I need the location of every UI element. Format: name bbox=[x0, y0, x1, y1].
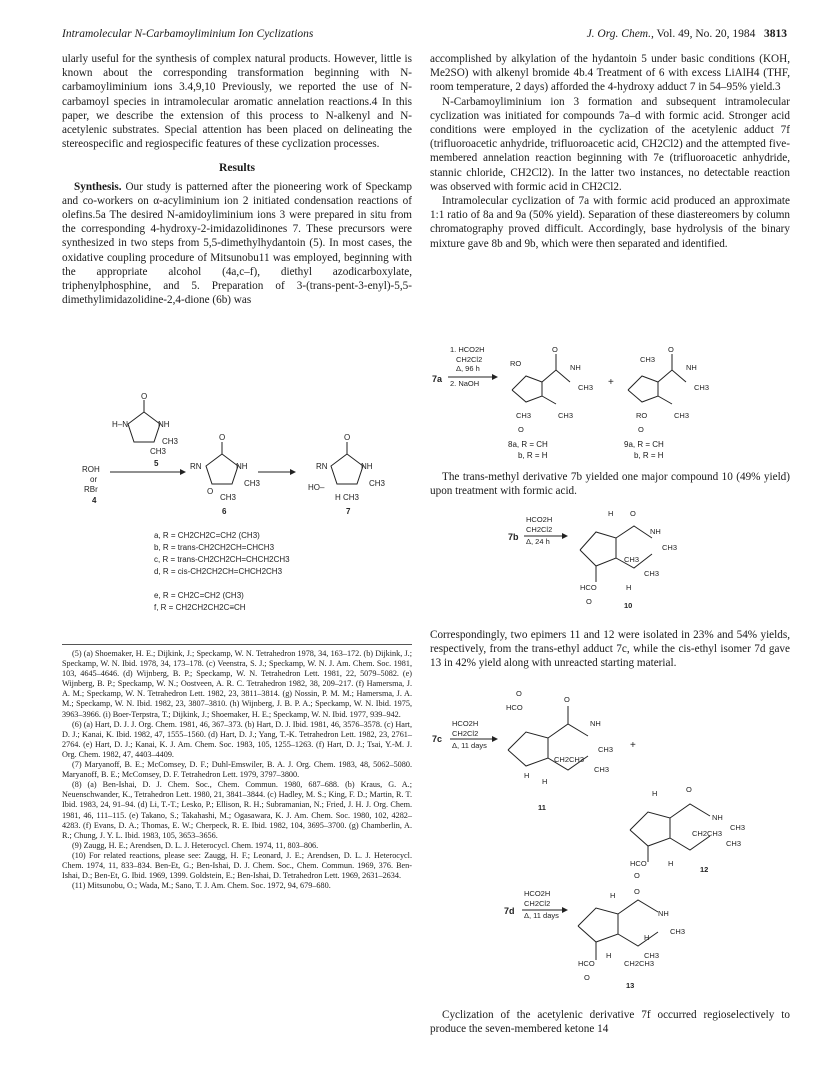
svg-text:RBr: RBr bbox=[84, 485, 98, 494]
svg-text:6: 6 bbox=[222, 507, 227, 516]
substituent-list bbox=[154, 531, 290, 612]
running-header bbox=[62, 28, 787, 44]
svg-text:RO: RO bbox=[636, 411, 648, 420]
svg-text:O: O bbox=[634, 871, 640, 880]
scheme-7d-cyclization bbox=[430, 884, 790, 994]
svg-text:O: O bbox=[630, 509, 636, 518]
svg-text:HCO2H: HCO2H bbox=[526, 515, 553, 524]
svg-text:HCO: HCO bbox=[630, 859, 647, 868]
svg-text:NH: NH bbox=[658, 909, 669, 918]
svg-text:Δ, 96 h: Δ, 96 h bbox=[456, 364, 480, 373]
svg-text:CH2CH3: CH2CH3 bbox=[554, 755, 585, 764]
svg-text:CH2Cl2: CH2Cl2 bbox=[524, 899, 551, 908]
svg-text:H CH3: H CH3 bbox=[335, 493, 360, 502]
svg-text:Δ, 24 h: Δ, 24 h bbox=[526, 537, 550, 546]
svg-text:CH2CH3: CH2CH3 bbox=[692, 829, 723, 838]
svg-text:CH3: CH3 bbox=[516, 411, 532, 420]
svg-text:1. HCO2H: 1. HCO2H bbox=[450, 345, 485, 354]
right-column bbox=[430, 52, 790, 251]
section-heading: Results bbox=[218, 161, 256, 175]
svg-text:NH: NH bbox=[236, 462, 248, 471]
svg-text:HCO: HCO bbox=[506, 703, 523, 712]
running-title: Intramolecular N-Carbamoyliminium Ion Cyclizations bbox=[62, 28, 314, 40]
paragraph: ularly useful for the synthesis of complex natural products. However, little is known about the corresponding transformation beginning with N-carbamoyliminium ions 3.4,9,10 Previously, we reported the use of N-carbamoyl species in intramolecular aromatic annelation reactions.4 In this paper, we describe the extension of this process to N-alkenyl and N-acetylenic substrates. Special attention has been placed on delineating the stereospecific and regiospecific features of these cyclization processes. bbox=[62, 53, 412, 151]
paragraph-block bbox=[430, 1008, 790, 1036]
svg-text:NH: NH bbox=[570, 363, 581, 372]
svg-text:CH2Cl2: CH2Cl2 bbox=[452, 729, 479, 738]
svg-text:10: 10 bbox=[624, 601, 633, 610]
svg-text:H: H bbox=[610, 891, 616, 900]
svg-text:O: O bbox=[141, 392, 148, 401]
svg-text:13: 13 bbox=[626, 981, 635, 990]
svg-text:H: H bbox=[608, 509, 614, 518]
svg-text:or: or bbox=[90, 475, 98, 484]
svg-text:7b: 7b bbox=[508, 532, 519, 542]
svg-text:HCO: HCO bbox=[578, 959, 595, 968]
svg-text:O: O bbox=[552, 345, 558, 354]
compound-labels-8-9: 8a, R = CH b, R = H 9a, R = CH b, R = H bbox=[508, 440, 664, 460]
reference-item: (5) (a) Shoemaker, H. E.; Dijkink, J.; Speckamp, W. N. Tetrahedron 1978, 34, 163–172. (b) Dijkink, J.; Speckamp, W. N. Ibid. 1978, 34, 173–178. (c) Veenstra, S. J.; Speckamp, W. N. J. Am. Chem. Soc. 1981, 103, 4645–4646. (d) Wijnberg, B. P.; Speckamp, W. N. Tetrahedron Lett. 1981, 22, 5079–5082. (e) Wijnberg, B. P.; Speckamp, W. N.; Oostveen, A. R. C. Tetrahedron 1982, 38, 209–217. (f) Hamersma, J. A. M.; Speckamp, W. N. Tetrahedron Lett. 1982, 23, 3811–3814. (g) Nossin, P. M. M.; Hamersma, J. A. M.; Speckamp, W. N. Ibid. 1982, 23, 3807–3810. (h) Wijnberg, J. B. P. A.; Speckamp, W. N. Ibid. 1975, 3963–3966. (i) Boer-Terpstra, T.; Dijkink, J.; Shoemaker, H. E.; Speckamp, W. N. Ibid. 1977, 939–942. bbox=[62, 649, 412, 719]
svg-text:CH3: CH3 bbox=[694, 383, 710, 392]
svg-text:H: H bbox=[524, 771, 530, 780]
svg-text:NH: NH bbox=[686, 363, 697, 372]
svg-text:O: O bbox=[207, 487, 214, 496]
svg-text:NH: NH bbox=[650, 527, 661, 536]
reference-item: (8) (a) Ben-Ishai, D. J. Chem. Soc., Chem. Commun. 1980, 687–688. (b) Kraus, G. A.; Neuenschwander, K., Tetrahedron Lett. 1980, 21, 3841–3844. (c) Hadley, M. S.; King, F. D.; Martin, R. T. Ibid. 1983, 24, 91–94. (d) Li, T.-T.; Lesko, P.; Ellison, R. H.; Subramanian, N.; Fried, J. H. J. Org. Chem. 1981, 46, 111–115. (e) Takano, S.; Takahashi, M.; Ogasawara, K. J. Am. Chem. Soc. 1980, 102, 4282–4283. (f) Evans, D. A.; Thomas, E. W.; Cherpeck, R. E. Ibid. 1982, 104, 3695–3700. (g) Chamberlin, A. R.; Chung, J. Y. L. Ibid. 1983, 105, 3653–3656. bbox=[62, 780, 412, 840]
svg-text:HCO: HCO bbox=[580, 583, 597, 592]
svg-text:CH3: CH3 bbox=[150, 447, 167, 456]
svg-text:CH3: CH3 bbox=[670, 927, 686, 936]
svg-text:CH3: CH3 bbox=[369, 479, 386, 488]
svg-text:HCO2H: HCO2H bbox=[452, 719, 479, 728]
svg-text:O: O bbox=[586, 597, 592, 606]
svg-text:CH3: CH3 bbox=[578, 383, 594, 392]
reference-item: (11) Mitsunobu, O.; Wada, M.; Sano, T. J. Am. Chem. Soc. 1972, 94, 679–680. bbox=[72, 881, 331, 891]
svg-text:CH3: CH3 bbox=[598, 745, 614, 754]
svg-text:CH2CH3: CH2CH3 bbox=[624, 959, 655, 968]
svg-text:CH3: CH3 bbox=[624, 555, 640, 564]
svg-text:CH3: CH3 bbox=[726, 839, 742, 848]
svg-text:NH: NH bbox=[712, 813, 723, 822]
svg-text:CH3: CH3 bbox=[162, 437, 179, 446]
svg-text:O: O bbox=[668, 345, 674, 354]
paragraph: The trans-methyl derivative 7b yielded one major compound 10 (49% yield) upon treatment with formic acid. bbox=[430, 471, 790, 498]
svg-text:ROH: ROH bbox=[82, 465, 100, 474]
paragraph: Intramolecular cyclization of 7a with formic acid produced an approximate 1:1 ratio of 8a and 9a (50% yield). Separation of these diastereomers by column chromatography proved difficult. Accordingly, base hydrolysis of the binary mixture gave 8b and 9b, which were then separated and identified. bbox=[430, 195, 790, 250]
structure-10 bbox=[580, 526, 652, 582]
scheme-7a-cyclization bbox=[430, 340, 790, 440]
svg-text:H: H bbox=[542, 777, 548, 786]
svg-text:CH3: CH3 bbox=[220, 493, 237, 502]
svg-text:11: 11 bbox=[538, 803, 546, 812]
svg-text:O: O bbox=[518, 425, 524, 434]
svg-text:RN: RN bbox=[190, 462, 202, 471]
svg-text:CH2Cl2: CH2Cl2 bbox=[456, 355, 483, 364]
scheme-hydantoin-synthesis bbox=[62, 392, 412, 637]
svg-text:Δ, 11 days: Δ, 11 days bbox=[452, 741, 487, 750]
reference-item: (9) Zaugg, H. E.; Arendsen, D. L. J. Heterocycl. Chem. 1974, 11, 803–806. bbox=[72, 840, 319, 850]
svg-text:d, R = cis-CH2CH2CH=CHCH2CH3: d, R = cis-CH2CH2CH=CHCH2CH3 bbox=[154, 567, 283, 576]
svg-text:CH2Cl2: CH2Cl2 bbox=[526, 525, 553, 534]
paragraph: accomplished by alkylation of the hydantoin 5 under basic conditions (KOH, Me2SO) with alkenyl bromide 4b.4 Treatment of 6 with excess LiAlH4 (THF, room temperature, 2 days) afforded the 4-hydroxy adduct 7 in 54–95% yield.3 bbox=[430, 53, 790, 94]
svg-text:CH3: CH3 bbox=[244, 479, 261, 488]
structure-5 bbox=[112, 392, 179, 468]
svg-text:CH3: CH3 bbox=[662, 543, 678, 552]
svg-text:O: O bbox=[686, 785, 692, 794]
scheme-7b-cyclization bbox=[430, 504, 790, 614]
svg-text:CH3: CH3 bbox=[558, 411, 574, 420]
svg-text:7a: 7a bbox=[432, 374, 443, 384]
scheme-7c-cyclization bbox=[430, 680, 790, 880]
svg-text:CH3: CH3 bbox=[644, 569, 660, 578]
structure-6 bbox=[190, 433, 261, 516]
svg-text:O: O bbox=[584, 973, 590, 982]
svg-text:H: H bbox=[606, 951, 612, 960]
svg-text:NH: NH bbox=[158, 420, 170, 429]
svg-text:4: 4 bbox=[92, 496, 97, 505]
svg-text:H–N: H–N bbox=[112, 420, 129, 429]
left-column bbox=[62, 52, 412, 307]
svg-text:NH: NH bbox=[590, 719, 601, 728]
paragraph-block bbox=[430, 470, 790, 498]
svg-text:H: H bbox=[652, 789, 658, 798]
references bbox=[62, 644, 412, 891]
svg-text:H: H bbox=[644, 933, 650, 942]
svg-text:+: + bbox=[630, 740, 636, 751]
svg-text:HCO2H: HCO2H bbox=[524, 889, 551, 898]
paragraph: Cyclization of the acetylenic derivative 7f occurred regioselectively to produce the seven-membered ketone 14 bbox=[430, 1009, 790, 1036]
svg-text:RO: RO bbox=[510, 359, 522, 368]
svg-text:a, R = CH2CH2C=CH2 (CH3): a, R = CH2CH2C=CH2 (CH3) bbox=[154, 531, 260, 540]
svg-text:+: + bbox=[608, 377, 614, 388]
svg-text:e, R = CH2C=CH2 (CH3): e, R = CH2C=CH2 (CH3) bbox=[154, 591, 244, 600]
svg-text:CH3: CH3 bbox=[640, 355, 656, 364]
journal-citation: J. Org. Chem., Vol. 49, No. 20, 1984 3813 bbox=[586, 28, 787, 40]
svg-text:12: 12 bbox=[700, 865, 709, 874]
svg-text:O: O bbox=[344, 433, 351, 442]
svg-text:O: O bbox=[219, 433, 226, 442]
svg-text:7c: 7c bbox=[432, 734, 443, 744]
paragraph: Synthesis. Our study is patterned after the pioneering work of Speckamp and co-workers on α-acyliminium ion 2 initiated condensation reactions of olefins.5a The desired N-amidoyliminium ions 3 were prepared in situ from the corresponding 4-hydroxy-2-imidazolidinones 7. These precursors were synthesized in two steps from 5,5-dimethylhydantoin (5). In most cases, the oxidative coupling procedure of Mitsunobu11 was employed, beginning with the appropriate alcohol (4a,c–f), diethyl azodicarboxylate, triphenylphosphine, and 5. Preparation of 3-(trans-pent-3-enyl)-5,5-dimethylimidazolidine-2,4-dione (6b) was bbox=[62, 180, 412, 307]
paragraph: N-Carbamoyliminium ion 3 formation and subsequent intramolecular cyclization was initiated for compounds 7a–d with formic acid. Stronger acid conditions were employed in the cyclization of the acetylenic adduct 7f (trifluoroacetic anhydride, trifluoroacetic acid, CH2Cl2) and the attempted five-membered annelation reaction beginning with 7e (trifluoroacetic anhydride, stannic chloride, CH2Cl2). In the latter two instances, no detectable reaction was observed with formic acid in CH2Cl2. bbox=[430, 95, 790, 193]
svg-text:Δ, 11 days: Δ, 11 days bbox=[524, 911, 559, 920]
structure-9 bbox=[628, 354, 686, 404]
svg-text:CH3: CH3 bbox=[730, 823, 746, 832]
svg-text:CH3: CH3 bbox=[644, 951, 660, 960]
svg-text:f, R = CH2CH2CH2C≡CH: f, R = CH2CH2CH2C≡CH bbox=[154, 603, 246, 612]
svg-text:CH3: CH3 bbox=[674, 411, 690, 420]
svg-text:H: H bbox=[668, 859, 674, 868]
svg-text:b, R = trans-CH2CH2CH=CHCH3: b, R = trans-CH2CH2CH=CHCH3 bbox=[154, 543, 275, 552]
reference-item: (7) Maryanoff, B. E.; McComsey, D. F.; Duhl-Emswiler, B. A. J. Org. Chem. 1983, 48, 5062–5080. Maryanoff, B. E.; McComsey, D. F. Tetrahedron Lett. 1979, 3797–3800. bbox=[62, 760, 412, 780]
paragraph: Correspondingly, two epimers 11 and 12 were isolated in 23% and 54% yields, respectively, from the trans-ethyl adduct 7c, while the cis-ethyl isomer 7d gave 13 in 42% yield along with unreacted starting material. bbox=[430, 629, 790, 670]
svg-text:H: H bbox=[626, 583, 632, 592]
reference-item: (6) (a) Hart, D. J. J. Org. Chem. 1981, 46, 367–373. (b) Hart, D. J. Ibid. 1981, 46, 3576–3578. (c) Hart, D. J.; Kanai, K. Ibid. 1982, 47, 1555–1560. (d) Hart, D. J.; Yang, T.-K. Tetrahedron Lett. 1982, 23, 2761–2764. (e) Hart, D. J.; Kanai, K. J. Am. Chem. Soc. 1983, 105, 1255–1263. (f) Hart, D. J.; Tsai, Y.-M. J. Org. Chem. 1982, 47, 4403–4409. bbox=[62, 719, 412, 759]
structure-7 bbox=[308, 433, 386, 516]
paragraph-block bbox=[430, 628, 790, 671]
svg-text:O: O bbox=[638, 425, 644, 434]
svg-text:O: O bbox=[516, 689, 522, 698]
svg-text:NH: NH bbox=[361, 462, 373, 471]
svg-text:5: 5 bbox=[154, 459, 159, 468]
svg-text:7d: 7d bbox=[504, 906, 515, 916]
svg-text:CH3: CH3 bbox=[594, 765, 610, 774]
svg-text:c, R = trans-CH2CH2CH=CHCH2CH3: c, R = trans-CH2CH2CH=CHCH2CH3 bbox=[154, 555, 290, 564]
svg-text:2. NaOH: 2. NaOH bbox=[450, 379, 480, 388]
svg-text:RN: RN bbox=[316, 462, 328, 471]
svg-text:HO–: HO– bbox=[308, 483, 325, 492]
svg-text:O: O bbox=[634, 887, 640, 896]
reference-item: (10) For related reactions, please see: Zaugg, H. F.; Leonard, J. E.; Arendsen, D. L. J. Heterocycl. Chem. 1974, 11, 833–834. Ben-Et, G.; Ben-Ishai, D. J. Chem. Soc., Chem. Commun. 1969, 376. Ben-Ishai, D.; Ben-Et, G. Ibid. 1969, 1399. Goldstein, E.; Ben-Ishai, D. Tetrahedron Lett. 1969, 2631–2634. bbox=[62, 850, 412, 881]
svg-text:7: 7 bbox=[346, 507, 351, 516]
svg-text:O: O bbox=[564, 695, 570, 704]
